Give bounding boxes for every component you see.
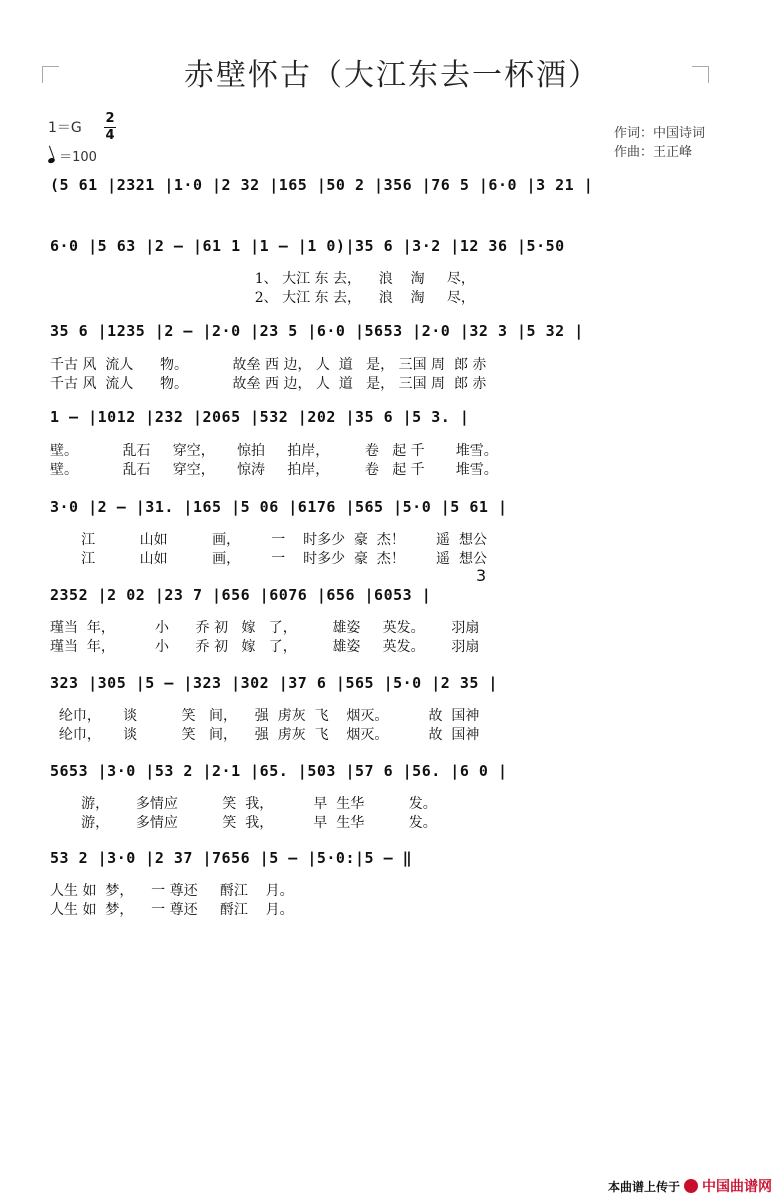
system-4-notes: 1 – |1012 |232 |2065 |532 |202 |35 6 |5 3. | <box>50 408 470 426</box>
footer-text: 本曲谱上传于 <box>607 1179 680 1194</box>
time-signature-top: 2 <box>105 111 115 126</box>
system-3-lyric-1: 千古 风 流人 物。 故垒 西 边， 人 道 是， 三国 周 郎 赤 <box>50 357 487 373</box>
system-8-lyric-2: 游， 多情应 笑 我， 早 生华 发。 <box>50 815 437 831</box>
system-3-lyric-2: 千古 风 流人 物。 故垒 西 边， 人 道 是， 三国 周 郎 赤 <box>50 376 487 392</box>
system-4-lyric-1: 壁。 乱石 穿空， 惊拍 拍岸， 卷 起 千 堆雪。 <box>50 443 498 459</box>
system-8-lyric-1: 游， 多情应 笑 我， 早 生华 发。 <box>50 796 437 812</box>
time-signature <box>104 112 116 143</box>
system-3-notes: 35 6 |1235 |2 – |2·0 |23 5 |6·0 |5653 |2·0 |32 3 |5 32 | <box>50 322 584 340</box>
system-5-lyric-2: 江 山如 画， 一 时多少 豪 杰！ 遥 想公 <box>50 551 487 567</box>
system-9-notes: 53 2 |3·0 |2 37 |7656 |5 – |5·0:|5 – ‖ <box>50 849 413 867</box>
key-signature: 1＝G <box>48 120 82 136</box>
system-2-lyric-2: 2、 大江 东 去， 浪 淘 尽， <box>50 290 475 306</box>
time-signature-bottom: 4 <box>105 128 115 143</box>
quarter-note-icon <box>47 157 55 164</box>
tempo-value: ＝100 <box>59 150 97 165</box>
system-5-lyric-1: 江 山如 画， 一 时多少 豪 杰！ 遥 想公 <box>50 532 487 548</box>
site-logo-icon <box>684 1179 698 1193</box>
system-2-notes: 6·0 |5 63 |2 – |61 1 |1 – |1 0)|35 6 |3·2 |12 36 |5·50 <box>50 237 565 255</box>
song-title: 赤壁怀古（大江东去一杯酒） <box>184 58 600 93</box>
footer-watermark <box>608 1176 772 1196</box>
system-7-lyric-2: 纶巾， 谈 笑 间， 强 虏灰 飞 烟灭。 故 国神 <box>50 727 480 743</box>
lyricist-credit: 作词：中国诗词 <box>614 126 706 141</box>
tempo-marking <box>48 146 97 165</box>
system-9-lyric-2: 人生 如 梦， 一 尊还 酹江 月。 <box>50 902 294 918</box>
system-9-lyric-1: 人生 如 梦， 一 尊还 酹江 月。 <box>50 883 294 899</box>
system-6-lyric-1: 瑾当 年， 小 乔 初 嫁 了， 雄姿 英发。 羽扇 <box>50 620 480 636</box>
system-8-notes: 5653 |3·0 |53 2 |2·1 |65. |503 |57 6 |56. |6 0 | <box>50 762 508 780</box>
page-number: 3 <box>476 566 487 585</box>
system-7-lyric-1: 纶巾， 谈 笑 间， 强 虏灰 飞 烟灭。 故 国神 <box>50 708 480 724</box>
system-5-notes: 3·0 |2 – |31. |165 |5 06 |6176 |565 |5·0 |5 61 | <box>50 498 508 516</box>
footer-brand: 中国曲谱网 <box>702 1179 772 1195</box>
system-2-lyric-1: 1、 大江 东 去， 浪 淘 尽， <box>50 271 475 287</box>
system-4-lyric-2: 壁。 乱石 穿空， 惊涛 拍岸， 卷 起 千 堆雪。 <box>50 462 498 478</box>
composer-credit: 作曲：王正峰 <box>614 145 693 160</box>
system-1-notes: (5 61 |2321 |1·0 |2 32 |165 |50 2 |356 |76 5 |6·0 |3 21 | <box>50 176 594 194</box>
system-7-notes: 323 |305 |5 – |323 |302 |37 6 |565 |5·0 |2 35 | <box>50 674 498 692</box>
system-6-notes: 2352 |2 02 |23 7 |656 |6076 |656 |6053 | <box>50 586 432 604</box>
system-6-lyric-2: 瑾当 年， 小 乔 初 嫁 了， 雄姿 英发。 羽扇 <box>50 639 480 655</box>
